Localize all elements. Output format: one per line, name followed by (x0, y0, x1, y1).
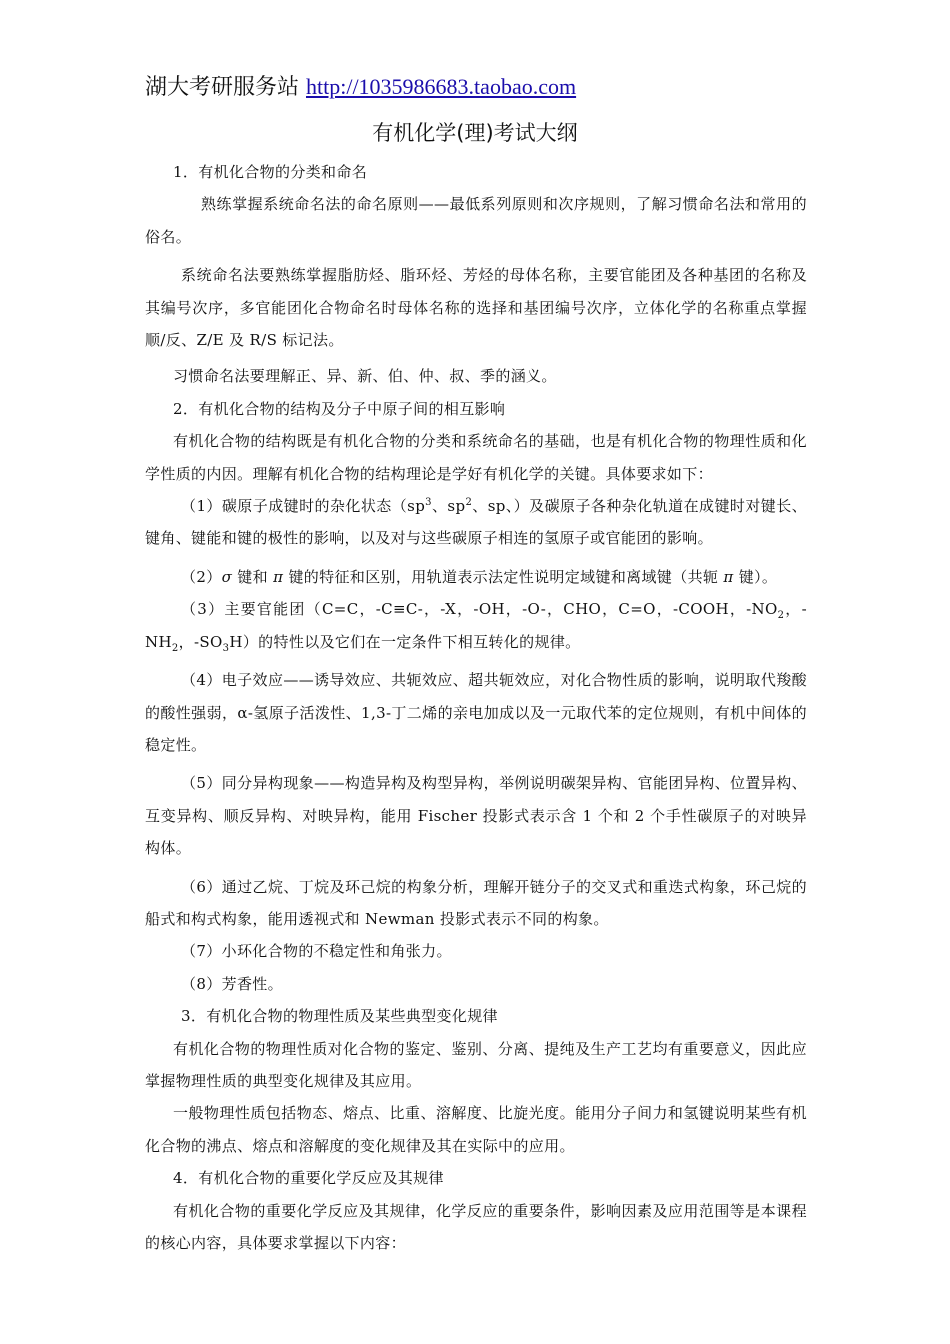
section-2-item-3 (145, 593, 807, 658)
section-1-heading: 1．有机化合物的分类和命名 (173, 163, 368, 181)
item-3-text-d: H）的特性以及它们在一定条件下相互转化的规律。 (229, 632, 581, 651)
item-3-sub-1: 2 (777, 610, 785, 622)
section-2-item-6: （6）通过乙烷、丁烷及环己烷的构象分析，理解开链分子的交叉式和重迭式构象，环己烷的船式和构式构象，能用透视式和 Newman 投影式表示不同的构象。 (145, 877, 807, 928)
section-3-paragraph-2: 一般物理性质包括物态、熔点、比重、溶解度、比旋光度。能用分子间力和氢键说明某些有机化合物的沸点、熔点和溶解度的变化规律及其在实际中的应用。 (145, 1104, 807, 1155)
pi-symbol-2: π (723, 567, 734, 586)
item-3-text-b: ，-NH (145, 600, 807, 651)
section-1-paragraph-2: 系统命名法要熟练掌握脂肪烃、脂环烃、芳烃的母体名称，主要官能团及各种基团的名称及其编号次序，多官能团化合物命名时母体名称的选择和基团编号次序，立体化学的名称重点掌握顺/反、Z/E 及 R/S 标记法。 (145, 266, 807, 350)
section-4-paragraph-1: 有机化合物的重要化学反应及其规律，化学反应的重要条件，影响因素及应用范围等是本课程的核心内容，具体要求掌握以下内容： (145, 1201, 807, 1252)
section-4-heading: 4．有机化合物的重要化学反应及其规律 (173, 1169, 444, 1188)
section-2-item-7: （7）小环化合物的不稳定性和角张力。 (181, 942, 452, 961)
item-1-text-a: （1）碳原子成键时的杂化状态（sp (181, 497, 426, 516)
item-1-sup-3: 3 (425, 497, 432, 509)
document-body (145, 156, 807, 1259)
item-2-text-d: 键）。 (733, 567, 778, 586)
item-3-text-c: ，-SO (178, 632, 223, 651)
section-3-heading: 3．有机化合物的物理性质及某些典型变化规律 (181, 1007, 498, 1026)
item-1-text-c: 、sp、）及碳原子各种杂化轨道在成键时对键长、键角、键能和键的极性的影响，以及对与这些碳原子相连的氢原子或官能团的影响。 (145, 497, 808, 548)
item-1-sup-2: 2 (465, 497, 473, 509)
sigma-symbol: σ (221, 567, 233, 586)
item-3-text-a: （3）主要官能团（C=C，-C≡C-，-X，-OH，-O-，CHO，C=O，-COOH，-NO (181, 600, 778, 619)
item-2-text-b: 键和 (232, 567, 274, 586)
section-3-paragraph-1: 有机化合物的物理性质对化合物的鉴定、鉴别、分离、提纯及生产工艺均有重要意义，因此应掌握物理性质的典型变化规律及其应用。 (145, 1039, 807, 1090)
pi-symbol: π (273, 567, 284, 586)
section-2-heading: 2．有机化合物的结构及分子中原子间的相互影响 (173, 399, 506, 418)
document-title: 有机化学(理)考试大纲 (372, 121, 578, 145)
item-3-sub-3: 3 (222, 642, 230, 654)
item-1-text-b: 、sp (431, 497, 466, 516)
header-shop-link[interactable]: http://1035986683.taobao.com (306, 74, 577, 99)
item-2-text-c: 键的特征和区别，用轨道表示法定性说明定域键和离域键（共轭 (283, 567, 724, 586)
section-1-paragraph-3: 习惯命名法要理解正、异、新、伯、仲、叔、季的涵义。 (173, 367, 557, 386)
section-2-item-5: （5）同分异构现象——构造异构及构型异构，举例说明碳架异构、官能团异构、位置异构、互变异构、顺反异构、对映异构，能用 Fischer 投影式表示含 1 个和 2 个手性碳原子的对映异构体。 (145, 774, 807, 858)
section-1-paragraph-1: 熟练掌握系统命名法的命名原则——最低系列原则和次序规则，了解习惯命名法和常用的俗名。 (145, 195, 807, 246)
section-2-paragraph-1: 有机化合物的结构既是有机化合物的分类和系统命名的基础，也是有机化合物的物理性质和化学性质的内因。理解有机化合物的结构理论是学好有机化学的关键。具体要求如下： (145, 432, 807, 483)
section-2-item-2 (145, 561, 807, 593)
page-header (145, 70, 576, 105)
header-site-name: 湖大考研服务站 (145, 75, 306, 100)
section-2-item-8: （8）芳香性。 (181, 974, 283, 993)
section-2-item-1 (145, 490, 807, 555)
item-2-text-a: （2） (181, 567, 222, 586)
item-3-sub-2: 2 (171, 642, 179, 654)
section-2-item-4: （4）电子效应——诱导效应、共轭效应、超共轭效应，对化合物性质的影响，说明取代羧酸的酸性强弱，α-氢原子活泼性、1,3-丁二烯的亲电加成以及一元取代苯的定位规则，有机中间体的稳定性。 (145, 671, 807, 754)
